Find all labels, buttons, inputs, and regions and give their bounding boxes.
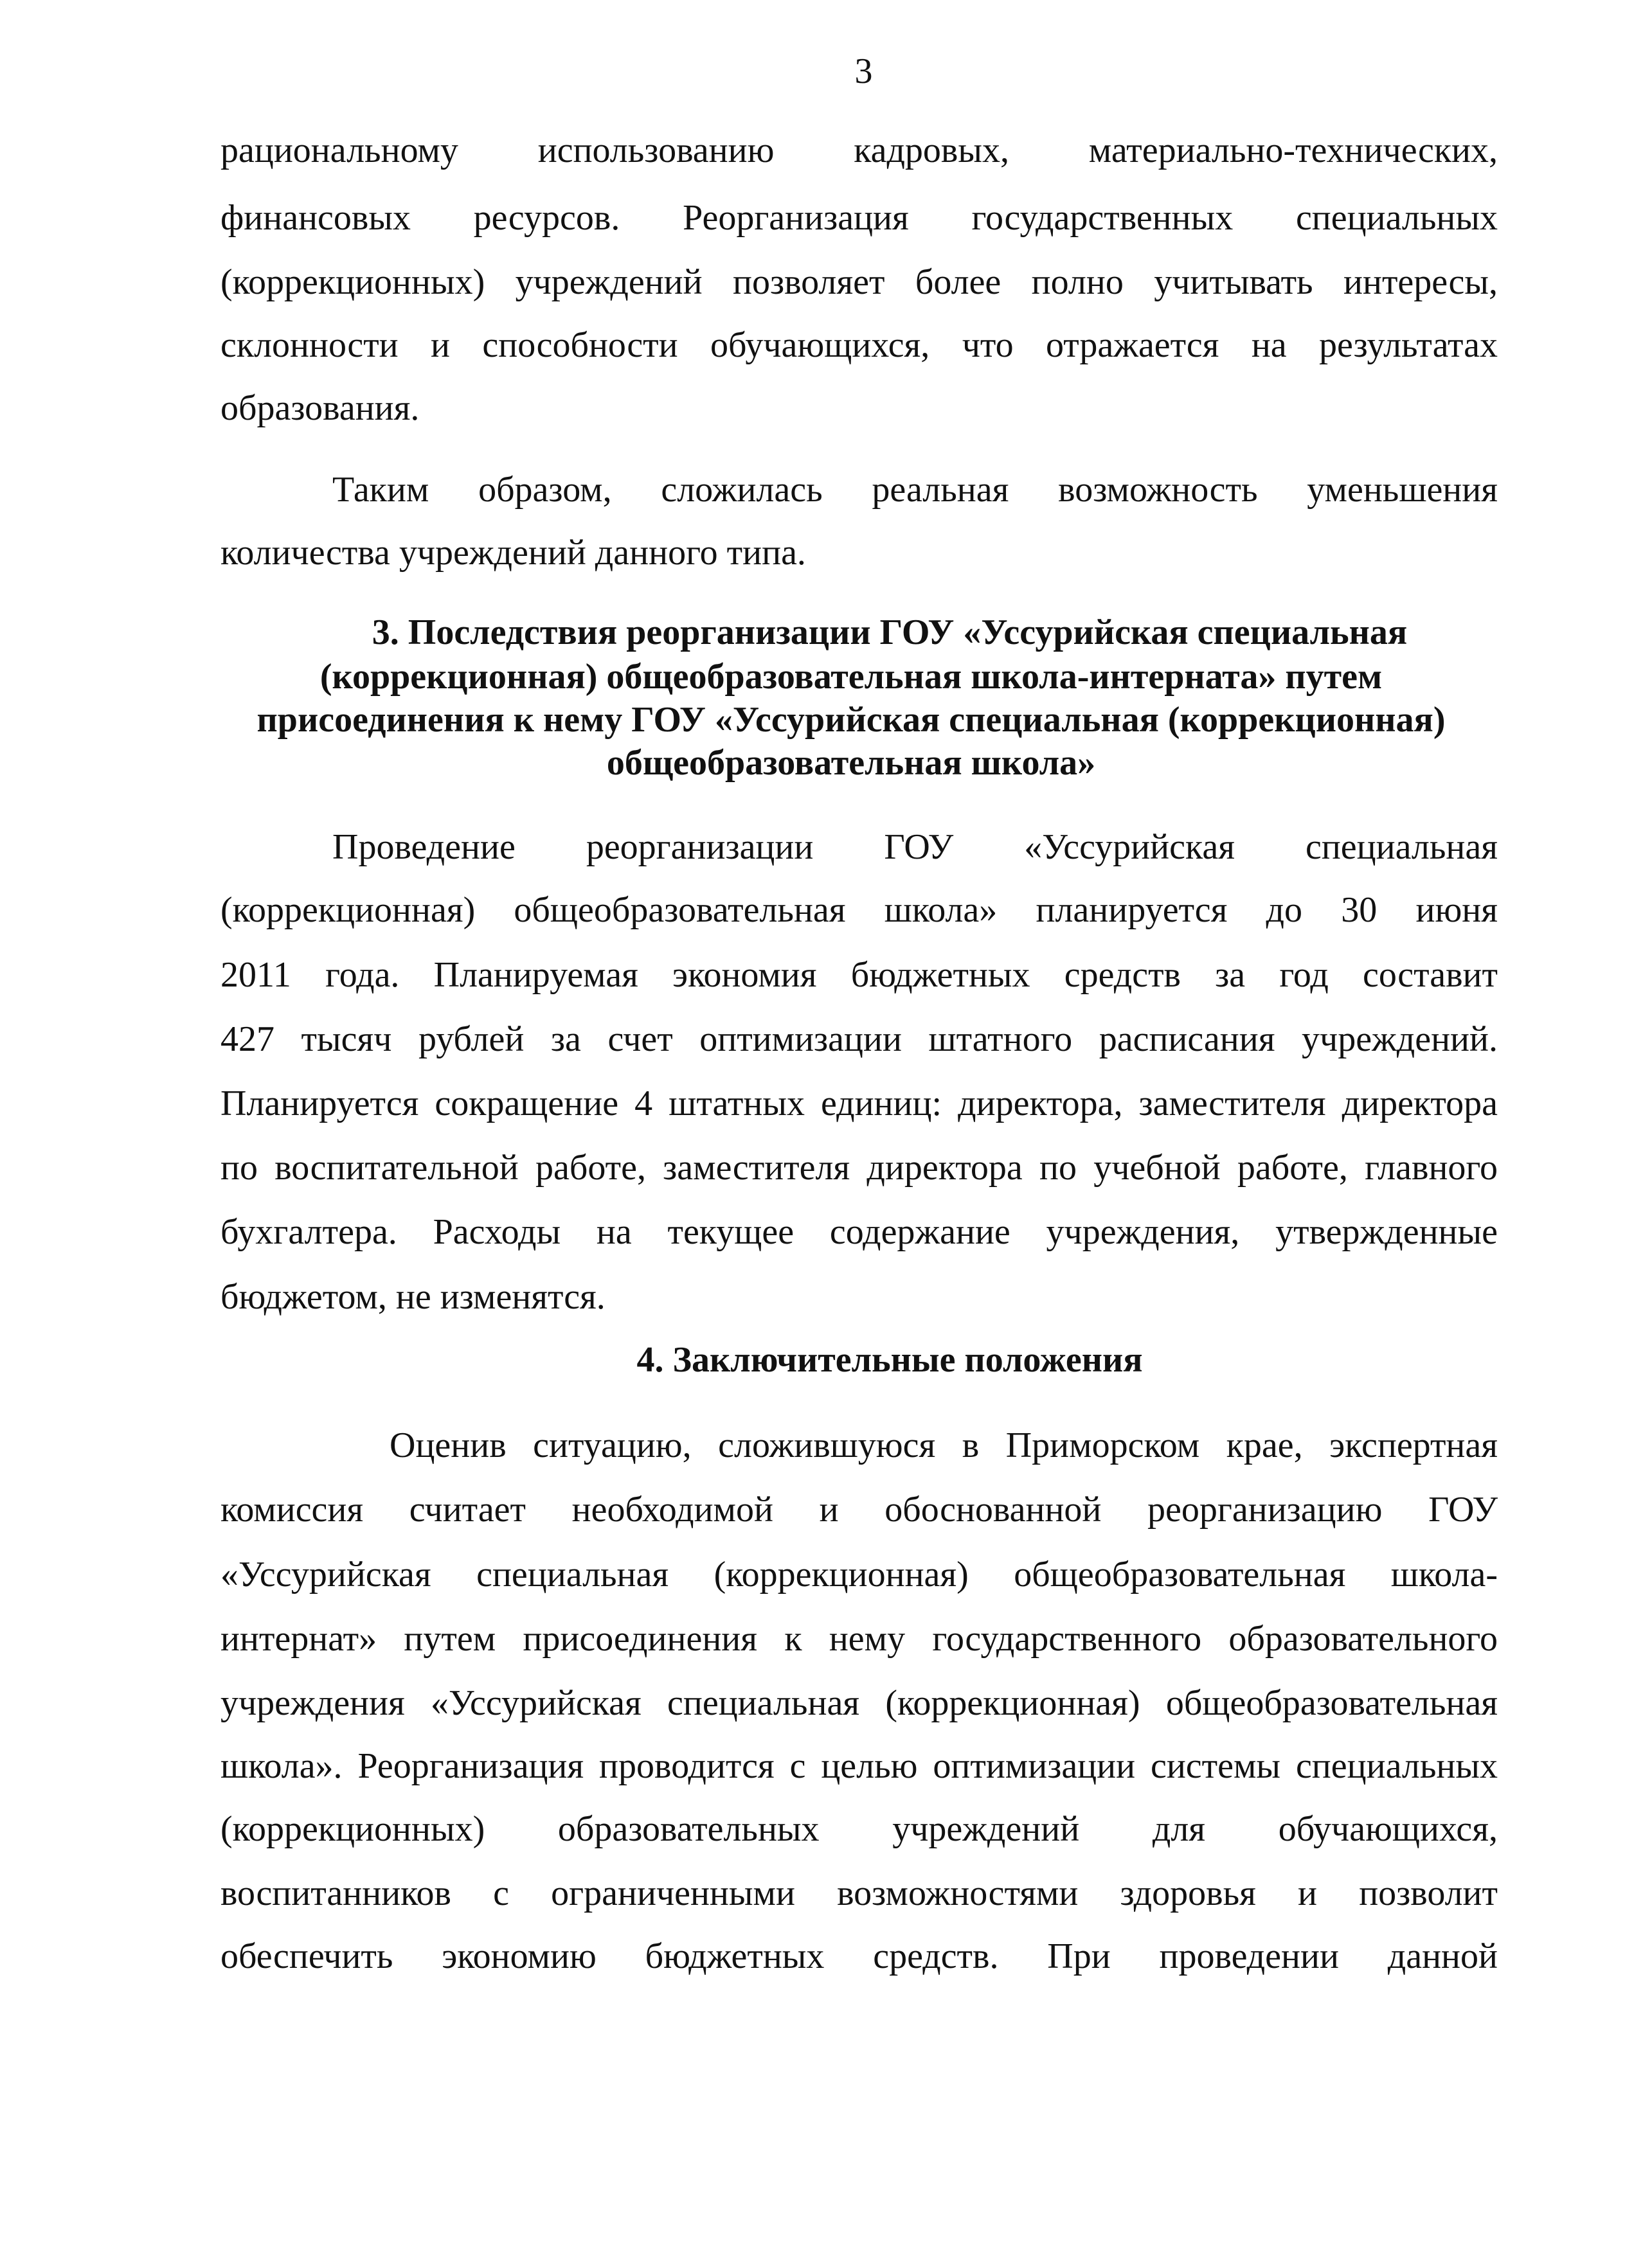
text-line: склонности и способности обучающихся, что отражается на результатах [220,325,1498,365]
section-heading: 3. Последствия реорганизации ГОУ «Уссурийская специальная [372,612,1408,652]
text-line: Оценив ситуацию, сложившуюся в Приморском крае, экспертная [390,1425,1498,1465]
text-line: (коррекционных) образовательных учреждений для обучающихся, [220,1809,1498,1849]
text-line: «Уссурийская специальная (коррекционная) общеобразовательная школа- [220,1555,1498,1594]
text-line: количества учреждений данного типа. [220,533,806,573]
text-line: образования. [220,388,420,428]
text-line: обеспечить экономию бюджетных средств. При проведении данной [220,1936,1498,1976]
text-line: (коррекционных) учреждений позволяет более полно учитывать интересы, [220,262,1498,302]
section-heading: 4. Заключительные положения [636,1340,1143,1380]
text-line: бухгалтера. Расходы на текущее содержание учреждения, утвержденные [220,1212,1498,1252]
text-line: Планируется сокращение 4 штатных единиц: директора, заместителя директора [220,1084,1498,1123]
text-line: бюджетом, не изменятся. [220,1277,606,1317]
text-line: 2011 года. Планируемая экономия бюджетных средств за год составит [220,955,1498,995]
text-line: (коррекционная) общеобразовательная школа» планируется до 30 июня [220,890,1498,930]
text-line: Проведение реорганизации ГОУ «Уссурийская специальная [332,827,1498,867]
section-heading: присоединения к нему ГОУ «Уссурийская специальная (коррекционная) [256,700,1446,740]
text-line: 427 тысяч рублей за счет оптимизации штатного расписания учреждений. [220,1019,1498,1059]
text-line: школа». Реорганизация проводится с целью оптимизации системы специальных [220,1746,1498,1786]
text-line: по воспитательной работе, заместителя директора по учебной работе, главного [220,1148,1498,1188]
text-line: интернат» путем присоединения к нему государственного образовательного [220,1619,1498,1659]
page-number: 3 [854,51,873,92]
text-line: рациональному использованию кадровых, материально-технических, [220,130,1498,170]
text-line: Таким образом, сложилась реальная возможность уменьшения [332,470,1498,510]
text-line: воспитанников с ограниченными возможностями здоровья и позволит [220,1873,1498,1913]
text-line: учреждения «Уссурийская специальная (коррекционная) общеобразовательная [220,1683,1498,1723]
text-line: комиссия считает необходимой и обоснованной реорганизацию ГОУ [220,1490,1498,1530]
text-line: финансовых ресурсов. Реорганизация государственных специальных [220,198,1498,238]
section-heading: (коррекционная) общеобразовательная школа-интерната» путем [319,657,1383,697]
section-heading: общеобразовательная школа» [606,743,1096,783]
